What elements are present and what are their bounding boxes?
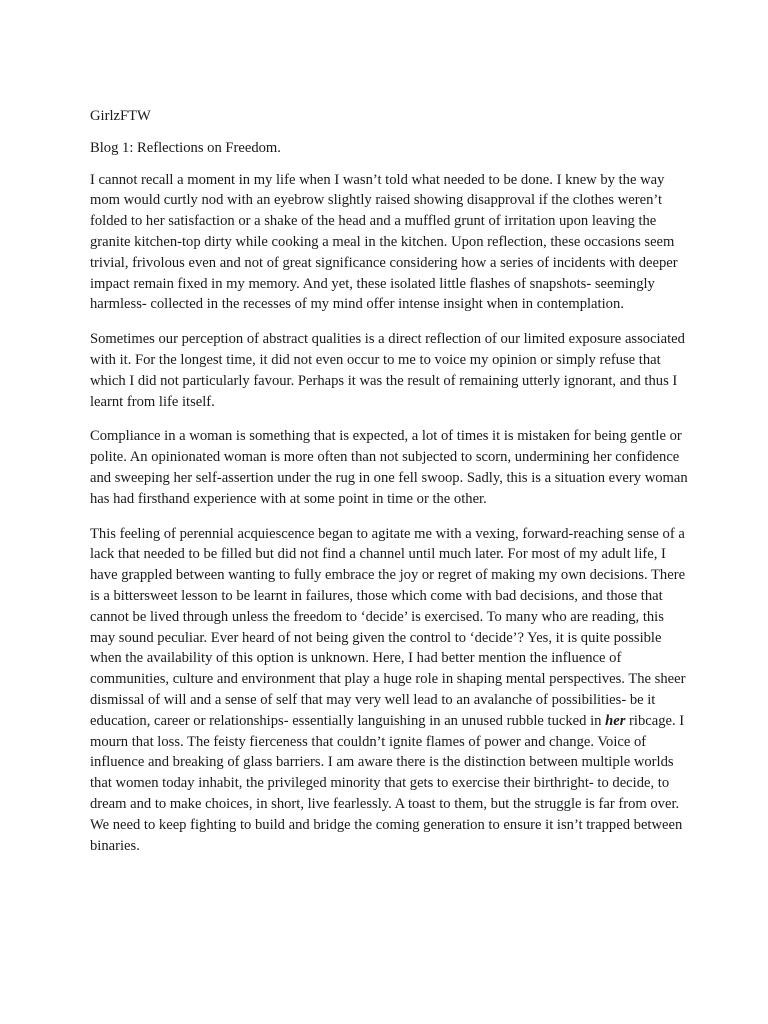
paragraph-2: Sometimes our perception of abstract qualities is a direct reflection of our limited exposure associated with it. For the longest time, it did not even occur to me to voice my opinion or simply refuse that which I did not particularly favour. Perhaps it was the result of remaining utterly ignorant, and thus I learnt from life itself. <box>90 331 685 410</box>
paragraph-4-text-after: ribcage. I mourn that loss. The feisty fierceness that couldn’t ignite flames of power and change. Voice of influence and breaking of glass barriers. I am aware there is the distinction between multiple worlds that women today inhabit, the privileged minority that gets to exercise their birthright- to decide, to dream and to make choices, in short, live fearlessly. A toast to them, but the struggle is far from over. We need to keep fighting to build and bridge the coming generation to ensure it isn’t trapped between binaries. <box>90 712 685 854</box>
paragraph-4-text-before: This feeling of perennial acquiescence began to agitate me with a vexing, forward-reaching sense of a lack that needed to be filled but did not find a channel until much later. For most of my adult life, I have grappled between wanting to fully embrace the joy or regret of making my own decisions. There is a bittersweet lesson to be learnt in failures, those which come with bad decisions, and those that cannot be lived through unless the freedom to ‘decide’ is exercised. To many who are reading, this may sound peculiar. Ever heard of not being given the control to ‘decide’? Yes, it is quite possible when the availability of this option is unknown. Here, I had better mention the influence of communities, culture and environment that play a huge role in shaping mental perspectives. The sheer dismissal of will and a sense of self that may very well lead to an avalanche of possibilities- be it education, career or relationships- essentially languishing in an unused rubble tucked in <box>90 525 686 729</box>
paragraph-1: I cannot recall a moment in my life when I wasn’t told what needed to be done. I knew by the way mom would curtly nod with an eyebrow slightly raised showing disapproval if the clothes weren’t folded to her satisfaction or a shake of the head and a muffled grunt of irritation upon leaving the granite kitchen-top dirty while cooking a meal in the kitchen. Upon reflection, these occasions seem trivial, frivolous even and not of great significance considering how a series of incidents with deeper impact remain fixed in my memory. And yet, these isolated little flashes of snapshots- seemingly harmless- collected in the recesses of my mind offer intense insight when in contemplation. <box>90 171 678 313</box>
document-page <box>90 106 692 870</box>
paragraph-4 <box>90 524 692 857</box>
paragraph-4-emphasis: her <box>605 712 626 729</box>
paragraph-3: Compliance in a woman is something that is expected, a lot of times it is mistaken for being gentle or polite. An opinionated woman is more often than not subjected to scorn, undermining her confidence and sweeping her self-assertion under the rug in one fell swoop. Sadly, this is a situation every woman has had firsthand experience with at some point in time or the other. <box>90 428 688 507</box>
blog-title: Blog 1: Reflections on Freedom. <box>90 139 281 156</box>
author-name: GirlzFTW <box>90 108 151 124</box>
